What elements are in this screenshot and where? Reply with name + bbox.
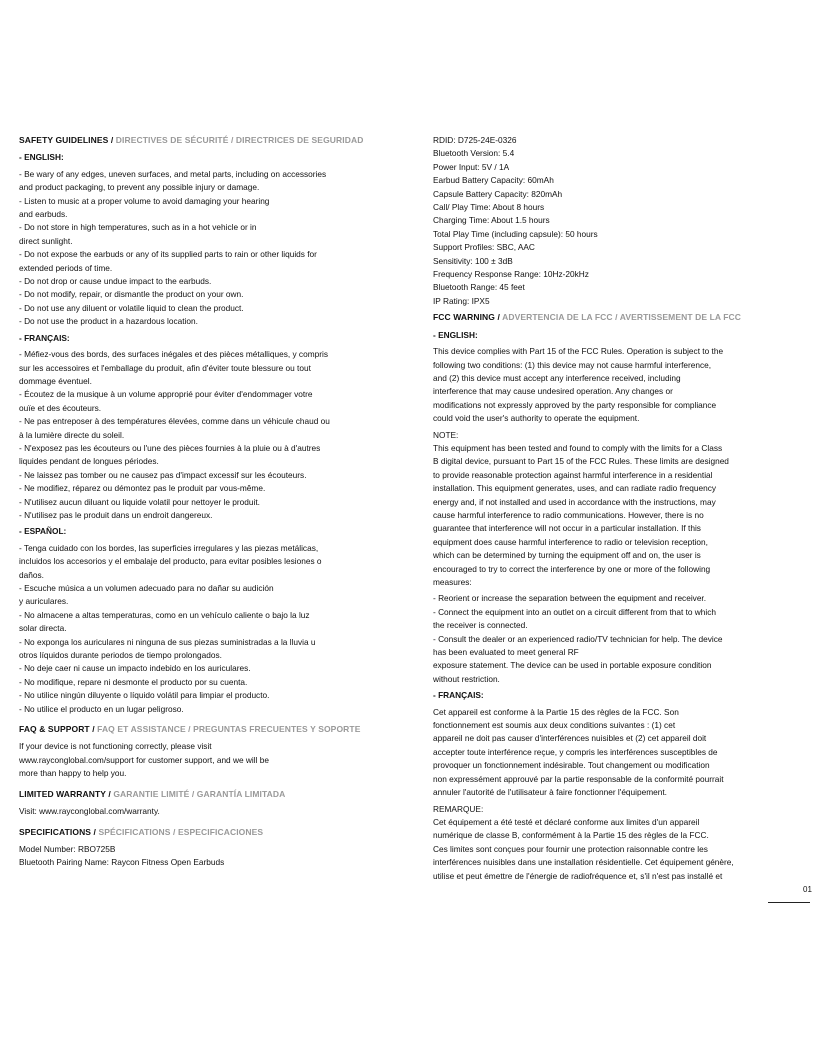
text-line: incluidos los accesorios y el embalaje del producto, para evitar posibles lesiones o bbox=[19, 556, 322, 567]
text-line: interférences nuisibles dans une installation résidentielle. Cet équipement génère, bbox=[433, 857, 734, 868]
text-line: - N'utilisez pas le produit dans un endroit dangereux. bbox=[19, 509, 213, 520]
text-line: utilise et peut émettre de l'énergie de radiofréquence et, s'il n'est pas installé et bbox=[433, 870, 723, 881]
text-line: www.rayconglobal.com/support for customer support, and we will be bbox=[19, 754, 269, 765]
text-line: - N'exposez pas les écouteurs ou l'une des pièces fournies à la pluie ou à d'autres bbox=[19, 442, 321, 453]
fcc-french-note bbox=[433, 816, 776, 883]
safety-spanish-label: - ESPAÑOL: bbox=[19, 526, 67, 537]
text-line: appareil ne doit pas causer d'interférences nuisibles et (2) cet appareil doit bbox=[433, 733, 707, 744]
text-line: IP Rating: IPX5 bbox=[433, 295, 490, 306]
fcc-measures bbox=[433, 592, 776, 686]
text-line: - Ne modifiez, réparez ou démontez pas le produit par vous-même. bbox=[19, 483, 266, 494]
text-line: - Do not drop or cause undue impact to the earbuds. bbox=[19, 276, 212, 287]
text-line: which can be determined by turning the equipment off and on, the user is bbox=[433, 550, 701, 561]
text-line: annuler l'autorité de l'utilisateur à faire fonctionner l'équipement. bbox=[433, 787, 667, 798]
text-line: and earbuds. bbox=[19, 209, 68, 220]
specs-heading: SPECIFICATIONS / SPÉCIFICATIONS / ESPECIFICACIONES bbox=[19, 826, 264, 837]
text-line: sur les accessoires et l'emballage du produit, afin d'éviter toute blessure ou tout bbox=[19, 362, 311, 373]
fcc-english-note bbox=[433, 442, 776, 589]
fcc-french-label: - FRANÇAIS: bbox=[433, 690, 484, 701]
text-line: - Escuche música a un volumen adecuado para no dañar su audición bbox=[19, 583, 274, 593]
text-line: more than happy to help you. bbox=[19, 768, 127, 779]
text-line: direct sunlight. bbox=[19, 235, 73, 246]
text-line: ouïe et des écouteurs. bbox=[19, 402, 102, 413]
text-line: guarantee that interference will not occur in a particular installation. If this bbox=[433, 523, 701, 534]
text-line: RDID: D725-24E-0326 bbox=[433, 135, 517, 145]
text-line: provoquer un fonctionnement indésirable. Tout changement ou modification bbox=[433, 760, 710, 771]
text-line: Bluetooth Pairing Name: Raycon Fitness Open Earbuds bbox=[19, 857, 225, 868]
text-line: Earbud Battery Capacity: 60mAh bbox=[433, 175, 554, 186]
text-line: modifications not expressly approved by the party responsible for compliance bbox=[433, 399, 717, 410]
text-line: Charging Time: About 1.5 hours bbox=[433, 215, 550, 226]
text-line: - Méfiez-vous des bords, des surfaces inégales et des pièces métalliques, y compris bbox=[19, 349, 328, 360]
text-line: without restriction. bbox=[433, 673, 500, 684]
fcc-note-label: NOTE: bbox=[433, 429, 459, 440]
safety-english-text bbox=[19, 168, 364, 329]
text-line: dommage éventuel. bbox=[19, 375, 92, 386]
text-line: interference that may cause undesired operation. Any changes or bbox=[433, 386, 673, 397]
right-column bbox=[433, 134, 776, 886]
text-line: Call/ Play Time: About 8 hours bbox=[433, 202, 545, 213]
text-line: à la lumière directe du soleil. bbox=[19, 429, 125, 440]
text-line: Cet équipement a été testé et déclaré conforme aux limites d'un appareil bbox=[433, 816, 700, 827]
text-line: - Do not use any diluent or volatile liquid to clean the product. bbox=[19, 302, 244, 313]
text-line: This equipment has been tested and found to comply with the limits for a Class bbox=[433, 442, 723, 453]
text-line: Ces limites sont conçues pour fournir une protection raisonnable contre les bbox=[433, 843, 708, 854]
text-line: - Connect the equipment into an outlet on a circuit different from that to which bbox=[433, 606, 717, 617]
text-line: equipment does cause harmful interference to radio or television reception, bbox=[433, 536, 708, 547]
text-line: Model Number: RBO725B bbox=[19, 843, 116, 854]
text-line: and product packaging, to prevent any possible injury or damage. bbox=[19, 182, 260, 193]
text-line: Sensitivity: 100 ± 3dB bbox=[433, 255, 513, 266]
text-line: encouraged to try to correct the interference by one or more of the following bbox=[433, 563, 711, 574]
safety-french-text bbox=[19, 348, 364, 522]
text-line: - Tenga cuidado con los bordes, las superficies irregulares y las piezas metálicas, bbox=[19, 542, 319, 553]
text-line: installation. This equipment generates, uses, and can radiate radio frequency bbox=[433, 483, 717, 494]
text-line: exposure statement. The device can be used in portable exposure condition bbox=[433, 660, 712, 671]
text-line: - No deje caer ni cause un impacto indebido en los auriculares. bbox=[19, 663, 251, 674]
text-line: daños. bbox=[19, 569, 44, 580]
text-line: Bluetooth Range: 45 feet bbox=[433, 282, 525, 293]
text-line: - Ne pas entreposer à des températures élevées, comme dans un véhicule chaud ou bbox=[19, 416, 330, 427]
fcc-heading: FCC WARNING / ADVERTENCIA DE LA FCC / AVERTISSEMENT DE LA FCC bbox=[433, 312, 742, 323]
text-line: to provide reasonable protection against harmful interference in a residential bbox=[433, 469, 713, 480]
text-line: fonctionnement est soumis aux deux conditions suivantes : (1) cet bbox=[433, 720, 676, 731]
text-line: This device complies with Part 15 of the FCC Rules. Operation is subject to the bbox=[433, 346, 724, 357]
text-line: could void the user's authority to operate the equipment. bbox=[433, 413, 640, 424]
faq-heading: FAQ & SUPPORT / FAQ ET ASSISTANCE / PREGUNTAS FRECUENTES Y SOPORTE bbox=[19, 724, 361, 735]
text-line: following two conditions: (1) this device may not cause harmful interference, bbox=[433, 359, 712, 370]
text-line: cause harmful interference to radio communications. However, there is no bbox=[433, 509, 704, 520]
warranty-text bbox=[19, 805, 364, 818]
text-line: - No modifique, repare ni desmonte el producto por su cuenta. bbox=[19, 676, 248, 687]
fcc-english-label: - ENGLISH: bbox=[433, 329, 478, 340]
text-line: - Listen to music at a proper volume to avoid damaging your hearing bbox=[19, 195, 270, 206]
text-line: - Reorient or increase the separation between the equipment and receiver. bbox=[433, 593, 707, 604]
safety-heading: SAFETY GUIDELINES / DIRECTIVES DE SÉCURITÉ / DIRECTRICES DE SEGURIDAD bbox=[19, 135, 364, 145]
text-line: - Écoutez de la musique à un volume approprié pour éviter d'endommager votre bbox=[19, 389, 313, 400]
text-line: - Do not modify, repair, or dismantle the product on your own. bbox=[19, 289, 244, 300]
text-line: energy and, if not installed and used in accordance with the instructions, may bbox=[433, 496, 716, 507]
text-line: otros líquidos durante periodos de tiempo prolongados. bbox=[19, 650, 222, 661]
text-line: Power Input: 5V / 1A bbox=[433, 161, 510, 172]
text-line: - No exponga los auriculares ni ninguna de sus piezas suministradas a la lluvia u bbox=[19, 636, 316, 647]
text-line: - No almacene a altas temperaturas, como en un vehículo caliente o bajo la luz bbox=[19, 609, 310, 620]
safety-english-label: - ENGLISH: bbox=[19, 152, 64, 163]
text-line: If your device is not functioning correctly, please visit bbox=[19, 741, 212, 752]
text-line: the receiver is connected. bbox=[433, 620, 528, 631]
text-line: - Do not store in high temperatures, such as in a hot vehicle or in bbox=[19, 222, 257, 233]
text-line: Capsule Battery Capacity: 820mAh bbox=[433, 188, 563, 199]
text-line: accepter toute interférence reçue, y compris les interférences susceptibles de bbox=[433, 746, 718, 757]
left-column bbox=[19, 134, 364, 873]
text-line: measures: bbox=[433, 577, 472, 587]
text-line: - No utilice ningún diluyente o líquido volátil para limpiar el producto. bbox=[19, 690, 270, 701]
safety-spanish-text bbox=[19, 542, 364, 716]
text-line: Visit: www.rayconglobal.com/warranty. bbox=[19, 806, 160, 817]
text-line: Frequency Response Range: 10Hz-20kHz bbox=[433, 269, 589, 280]
fcc-remarque-label: REMARQUE: bbox=[433, 803, 484, 814]
text-line: Total Play Time (including capsule): 50 hours bbox=[433, 228, 598, 239]
text-line: y auriculares. bbox=[19, 596, 69, 607]
safety-french-label: - FRANÇAIS: bbox=[19, 332, 70, 343]
warranty-heading: LIMITED WARRANTY / GARANTIE LIMITÉ / GARANTÍA LIMITADA bbox=[19, 788, 286, 799]
text-line: non expressément approuvé par la partie responsable de la conformité pourrait bbox=[433, 773, 724, 784]
fcc-english-text bbox=[433, 345, 776, 425]
text-line: - No utilice el producto en un lugar peligroso. bbox=[19, 703, 184, 714]
text-line: - Consult the dealer or an experienced radio/TV technician for help. The device bbox=[433, 633, 723, 644]
text-line: Cet appareil est conforme à la Partie 15 des règles de la FCC. Son bbox=[433, 706, 679, 717]
text-line: - N'utilisez aucun diluant ou liquide volatil pour nettoyer le produit. bbox=[19, 496, 260, 507]
text-line: Support Profiles: SBC, AAC bbox=[433, 242, 535, 253]
text-line: B digital device, pursuant to Part 15 of the FCC Rules. These limits are designed bbox=[433, 456, 729, 467]
text-line: liquides pendant de longues périodes. bbox=[19, 456, 159, 467]
text-line: - Do not expose the earbuds or any of its supplied parts to rain or other liquids for bbox=[19, 249, 317, 260]
fcc-french-text bbox=[433, 706, 776, 800]
spec-list bbox=[433, 134, 776, 308]
text-line: numérique de classe B, conformément à la Partie 15 des règles de la FCC. bbox=[433, 830, 709, 841]
text-line: and (2) this device must accept any interference received, including bbox=[433, 372, 681, 383]
page-number: 01 bbox=[803, 885, 812, 894]
text-line: Bluetooth Version: 5.4 bbox=[433, 148, 515, 159]
text-line: has been evaluated to meet general RF bbox=[433, 647, 579, 658]
specs-text bbox=[19, 843, 364, 870]
text-line: - Ne laissez pas tomber ou ne causez pas d'impact excessif sur les écouteurs. bbox=[19, 469, 307, 480]
text-line: solar directa. bbox=[19, 623, 67, 634]
text-line: - Do not use the product in a hazardous location. bbox=[19, 316, 198, 327]
faq-text bbox=[19, 740, 364, 780]
page-number-rule bbox=[768, 902, 810, 903]
text-line: extended periods of time. bbox=[19, 262, 113, 273]
text-line: - Be wary of any edges, uneven surfaces, and metal parts, including on accessories bbox=[19, 168, 327, 179]
